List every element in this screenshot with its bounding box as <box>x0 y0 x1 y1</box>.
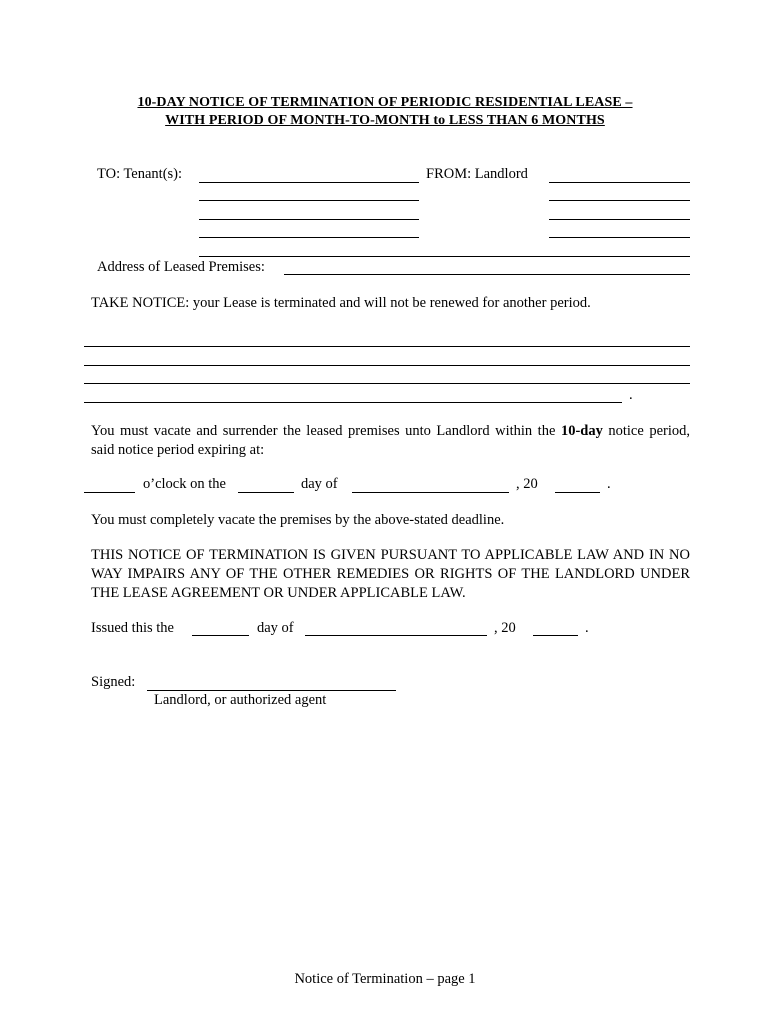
page-footer: Notice of Termination – page 1 <box>294 971 476 987</box>
address-input-line[interactable] <box>284 274 690 275</box>
issued-day-of-label: day of <box>257 620 294 636</box>
expiry-year-prefix: , 20 <box>516 476 538 492</box>
separator-line <box>199 256 690 257</box>
expiry-year-input-line[interactable] <box>555 492 600 493</box>
landlord-name-line-2[interactable] <box>549 200 690 201</box>
reason-line-4[interactable] <box>84 402 622 403</box>
reason-period: . <box>629 387 633 403</box>
address-label: Address of Leased Premises: <box>97 259 265 275</box>
tenant-name-line-2[interactable] <box>199 200 419 201</box>
document-title-line-1: 10-DAY NOTICE OF TERMINATION OF PERIODIC RESIDENTIAL LEASE – <box>137 95 633 110</box>
issued-month-input-line[interactable] <box>305 635 487 636</box>
signer-caption: Landlord, or authorized agent <box>154 692 327 708</box>
vacate-paragraph <box>91 422 690 460</box>
reason-line-1[interactable] <box>84 346 690 347</box>
expiry-month-input-line[interactable] <box>352 492 509 493</box>
vacate-days-bold: 10-day <box>560 423 603 439</box>
issued-day-input-line[interactable] <box>192 635 249 636</box>
expiry-day-of-label: day of <box>301 476 338 492</box>
issued-label: Issued this the <box>91 620 174 636</box>
issued-period: . <box>585 620 589 636</box>
vacate-text-before: You must vacate and surrender the leased premises unto Landlord within the <box>91 423 561 439</box>
signature-line[interactable] <box>147 690 396 691</box>
landlord-name-line-3[interactable] <box>549 219 690 220</box>
deadline-text: You must completely vacate the premises by the above-stated deadline. <box>91 512 505 528</box>
take-notice-text: TAKE NOTICE: your Lease is terminated and will not be renewed for another period. <box>91 295 591 311</box>
vacate-text-after: notice period, said notice period expiring at: <box>91 423 690 458</box>
landlord-name-line-1[interactable] <box>549 182 690 183</box>
reason-line-2[interactable] <box>84 365 690 366</box>
tenant-name-line-1[interactable] <box>199 182 419 183</box>
expiry-day-input-line[interactable] <box>238 492 294 493</box>
oclock-label: o’clock on the <box>143 476 226 492</box>
expiry-period: . <box>607 476 611 492</box>
issued-year-input-line[interactable] <box>533 635 578 636</box>
document-title-line-2: WITH PERIOD OF MONTH-TO-MONTH to LESS THAN 6 MONTHS <box>165 113 605 128</box>
tenant-name-line-4[interactable] <box>199 237 419 238</box>
tenant-name-line-3[interactable] <box>199 219 419 220</box>
from-landlord-label: FROM: Landlord <box>426 166 528 182</box>
to-tenants-label: TO: Tenant(s): <box>97 166 183 182</box>
signed-label: Signed: <box>91 674 136 690</box>
hour-input-line[interactable] <box>84 492 135 493</box>
reason-line-3[interactable] <box>84 383 690 384</box>
legal-paragraph: THIS NOTICE OF TERMINATION IS GIVEN PURSUANT TO APPLICABLE LAW AND IN NO WAY IMPAIRS ANY OF THE OTHER REMEDIES OR RIGHTS OF THE LANDLORD UNDER THE LEASE AGREEMENT OR UNDER APPLICABLE LAW. <box>91 547 690 601</box>
issued-year-prefix: , 20 <box>494 620 516 636</box>
landlord-name-line-4[interactable] <box>549 237 690 238</box>
